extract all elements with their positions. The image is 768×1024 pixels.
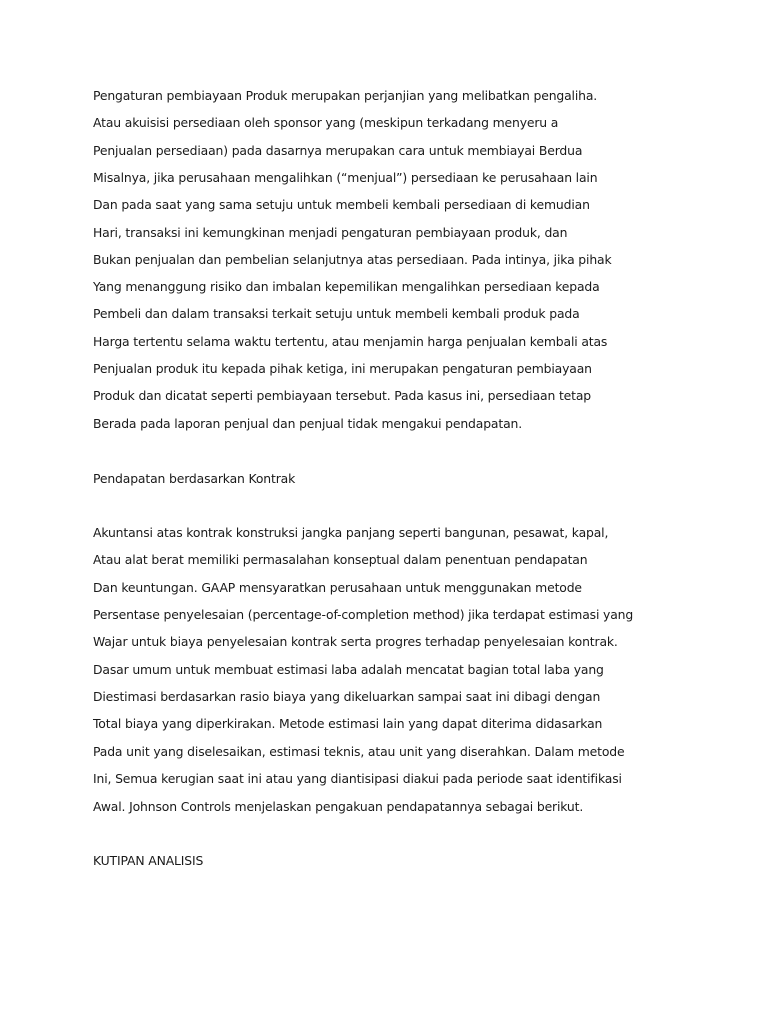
paragraph-2-line: Akuntansi atas kontrak konstruksi jangka panjang seperti bangunan, pesawat, kapal, xyxy=(93,525,609,540)
paragraph-2-line: Atau alat berat memiliki permasalahan konseptual dalam penentuan pendapatan xyxy=(93,552,588,567)
paragraph-1-line: Misalnya, jika perusahaan mengalihkan (“menjual”) persediaan ke perusahaan lain xyxy=(93,170,598,185)
paragraph-2-line: Awal. Johnson Controls menjelaskan pengakuan pendapatannya sebagai berikut. xyxy=(93,799,584,814)
section-heading: Pendapatan berdasarkan Kontrak xyxy=(93,471,296,486)
section-heading: KUTIPAN ANALISIS xyxy=(93,853,204,868)
paragraph-1-line: Berada pada laporan penjual dan penjual tidak mengakui pendapatan. xyxy=(93,416,522,431)
paragraph-1-line: Pembeli dan dalam transaksi terkait setuju untuk membeli kembali produk pada xyxy=(93,306,580,321)
paragraph-2-line: Dan keuntungan. GAAP mensyaratkan perusahaan untuk menggunakan metode xyxy=(93,580,582,595)
paragraph-1-line: Hari, transaksi ini kemungkinan menjadi pengaturan pembiayaan produk, dan xyxy=(93,225,568,240)
paragraph-1-line: Produk dan dicatat seperti pembiayaan tersebut. Pada kasus ini, persediaan tetap xyxy=(93,388,591,403)
paragraph-1-line: Yang menanggung risiko dan imbalan kepemilikan mengalihkan persediaan kepada xyxy=(93,279,600,294)
paragraph-2-line: Ini, Semua kerugian saat ini atau yang diantisipasi diakui pada periode saat identifikasi xyxy=(93,771,622,786)
paragraph-2-line: Dasar umum untuk membuat estimasi laba adalah mencatat bagian total laba yang xyxy=(93,662,604,677)
paragraph-1-line: Penjualan produk itu kepada pihak ketiga, ini merupakan pengaturan pembiayaan xyxy=(93,361,592,376)
paragraph-2-line: Pada unit yang diselesaikan, estimasi teknis, atau unit yang diserahkan. Dalam metode xyxy=(93,744,625,759)
paragraph-1-line: Harga tertentu selama waktu tertentu, atau menjamin harga penjualan kembali atas xyxy=(93,334,608,349)
paragraph-2-line: Diestimasi berdasarkan rasio biaya yang dikeluarkan sampai saat ini dibagi dengan xyxy=(93,689,601,704)
paragraph-1-line: Penjualan persediaan) pada dasarnya merupakan cara untuk membiayai Berdua xyxy=(93,143,583,158)
paragraph-1-line: Atau akuisisi persediaan oleh sponsor yang (meskipun terkadang menyeru a xyxy=(93,115,559,130)
paragraph-2-line: Total biaya yang diperkirakan. Metode estimasi lain yang dapat diterima didasarkan xyxy=(93,716,603,731)
paragraph-1-line: Dan pada saat yang sama setuju untuk membeli kembali persediaan di kemudian xyxy=(93,197,590,212)
paragraph-1-line: Pengaturan pembiayaan Produk merupakan perjanjian yang melibatkan pengaliha. xyxy=(93,88,598,103)
paragraph-2-line: Persentase penyelesaian (percentage-of-completion method) jika terdapat estimasi yang xyxy=(93,607,634,622)
paragraph-2-line: Wajar untuk biaya penyelesaian kontrak serta progres terhadap penyelesaian kontrak. xyxy=(93,634,618,649)
paragraph-1-line: Bukan penjualan dan pembelian selanjutnya atas persediaan. Pada intinya, jika pihak xyxy=(93,252,612,267)
